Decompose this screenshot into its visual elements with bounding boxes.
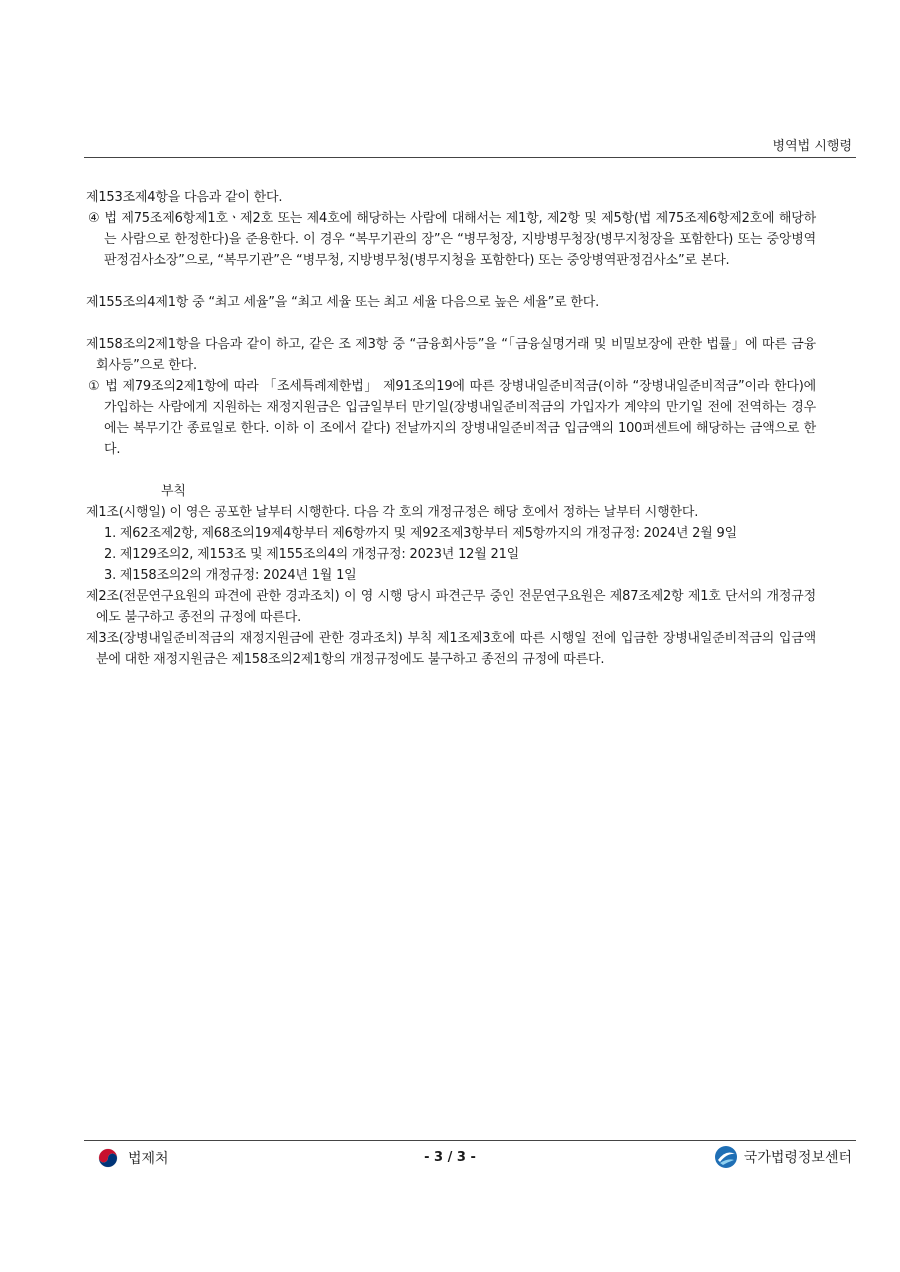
footer-law-center <box>714 1144 852 1170</box>
addenda-article: 제2조(전문연구요원의 파견에 관한 경과조치) 이 영 시행 당시 파견근무 중인 전문연구요원은 제87조제2항 제1호 단서의 개정규정에도 불구하고 종전의 규정에 따른다. <box>86 589 816 625</box>
document-title: 병역법 시행령 <box>772 139 852 154</box>
amendment-clause: ④ 법 제75조제6항제1호ㆍ제2호 또는 제4호에 해당하는 사람에 대해서는 제1항, 제2항 및 제5항(법 제75조제6항제2호에 해당하는 사람으로 한정한다)을 준용한다. 이 경우 “복무기관의 장”은 “병무청장, 지방병무청장(병무지청장을 포함한다) 또는 중앙병역판정검사소장”으로, “복무기관”은 “병무청, 지방병무청(병무지청을 포함한다) 또는 중앙병역판정검사소”로 본다. <box>88 211 816 268</box>
amendment-paragraph: 제158조의2제1항을 다음과 같이 하고, 같은 조 제3항 중 “금융회사등”을 “「금융실명거래 및 비밀보장에 관한 법률」에 따른 금융회사등”으로 한다. <box>86 337 816 373</box>
document-body <box>86 187 816 670</box>
amendment-paragraph: 제153조제4항을 다음과 같이 한다. <box>86 190 283 205</box>
addenda-article: 제3조(장병내일준비적금의 재정지원금에 관한 경과조치) 부칙 제1조제3호에 따른 시행일 전에 입금한 장병내일준비적금의 입금액분에 대한 재정지원금은 제158조의2제1항의 개정규정에도 불구하고 종전의 규정에 따른다. <box>86 631 816 667</box>
addenda-heading: 부칙 <box>161 484 186 499</box>
addenda-item: 1. 제62조제2항, 제68조의19제4항부터 제6항까지 및 제92조제3항부터 제5항까지의 개정규정: 2024년 2월 9일 <box>104 526 737 541</box>
amendment-clause: ① 법 제79조의2제1항에 따라 「조세특례제한법」 제91조의19에 따른 장병내일준비적금(이하 “장병내일준비적금”이라 한다)에 가입하는 사람에게 지원하는 재정지원금은 입금일부터 만기일(장병내일준비적금의 가입자가 계약의 만기일 전에 전역하는 경우에는 복무기간 종료일로 한다. 이하 이 조에서 같다) 전날까지의 장병내일준비적금 입금액의 100퍼센트에 해당하는 금액으로 한다. <box>88 379 816 457</box>
footer-divider <box>84 1140 856 1141</box>
footer-left-label: 법제처 <box>128 1151 169 1167</box>
footer-right-label: 국가법령정보센터 <box>743 1150 852 1166</box>
amendment-paragraph: 제155조의4제1항 중 “최고 세율”을 “최고 세율 또는 최고 세율 다음으로 높은 세율”로 한다. <box>86 295 600 310</box>
addenda-item: 3. 제158조의2의 개정규정: 2024년 1월 1일 <box>104 568 357 583</box>
header-divider <box>84 157 856 158</box>
addenda-item: 2. 제129조의2, 제153조 및 제155조의4의 개정규정: 2023년 12월 21일 <box>104 547 520 562</box>
page-number: - 3 / 3 - <box>424 1150 476 1165</box>
law-center-logo-icon <box>714 1145 738 1169</box>
addenda-article: 제1조(시행일) 이 영은 공포한 날부터 시행한다. 다음 각 호의 개정규정은 해당 호에서 정하는 날부터 시행한다. <box>86 505 699 520</box>
